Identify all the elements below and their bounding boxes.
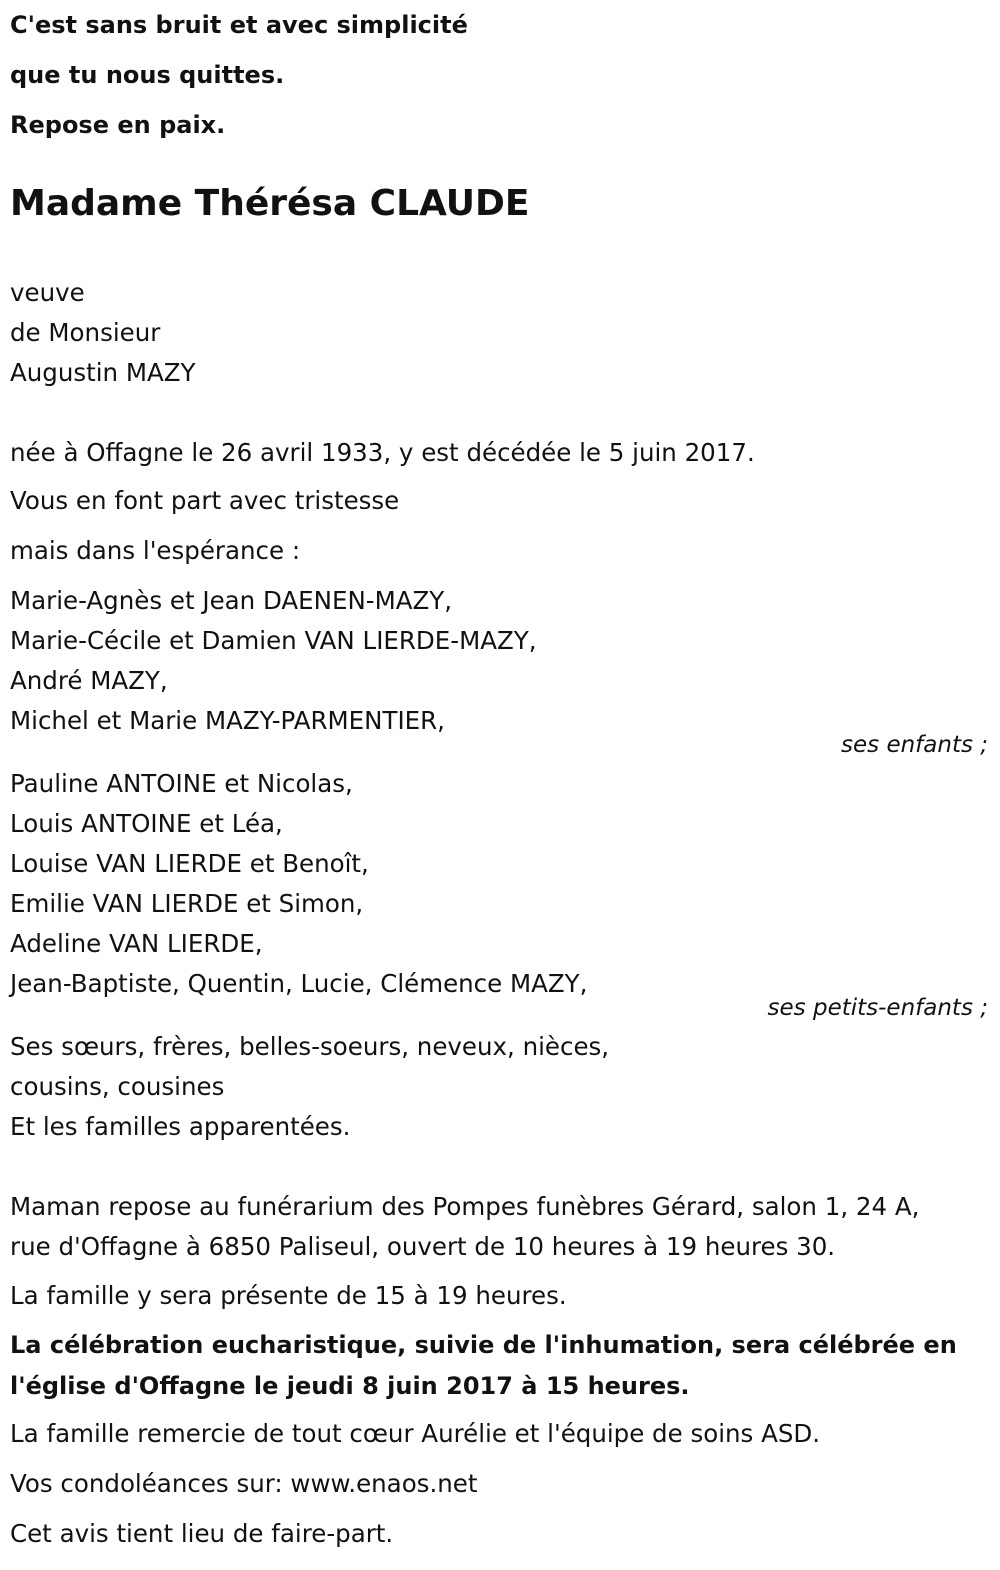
funerarium-line-2: rue d'Offagne à 6850 Paliseul, ouvert de 10 heures à 19 heures 30. (10, 1232, 836, 1261)
presence-line: La famille y sera présente de 15 à 19 heures. (10, 1281, 567, 1310)
child-entry: Michel et Marie MAZY-PARMENTIER, (10, 706, 445, 735)
announce-line-1: Vous en font part avec tristesse (10, 486, 400, 515)
children-label: ses enfants ; (841, 732, 988, 758)
grandchild-entry: Jean-Baptiste, Quentin, Lucie, Clémence MAZY, (10, 969, 588, 998)
grandchild-entry: Louise VAN LIERDE et Benoît, (10, 849, 369, 878)
funerarium-line-1: Maman repose au funérarium des Pompes funèbres Gérard, salon 1, 24 A, (10, 1192, 920, 1221)
family-line-2: cousins, cousines (10, 1072, 225, 1101)
grandchild-entry: Louis ANTOINE et Léa, (10, 809, 283, 838)
closing-line: Cet avis tient lieu de faire-part. (10, 1519, 394, 1548)
child-entry: André MAZY, (10, 666, 168, 695)
ceremony-line-2: l'église d'Offagne le jeudi 8 juin 2017 à 15 heures. (10, 1372, 690, 1400)
intro-line-1: C'est sans bruit et avec simplicité (10, 11, 468, 39)
grandchild-entry: Emilie VAN LIERDE et Simon, (10, 889, 364, 918)
child-entry: Marie-Agnès et Jean DAENEN-MAZY, (10, 586, 453, 615)
announce-line-2: mais dans l'espérance : (10, 536, 301, 565)
intro-line-3: Repose en paix. (10, 111, 226, 139)
spouse-line-1: veuve (10, 278, 85, 307)
spouse-line-2: de Monsieur (10, 318, 161, 347)
child-entry: Marie-Cécile et Damien VAN LIERDE-MAZY, (10, 626, 537, 655)
ceremony-line-1: La célébration eucharistique, suivie de l'inhumation, sera célébrée en (10, 1331, 957, 1359)
condolences-line: Vos condoléances sur: www.enaos.net (10, 1469, 478, 1498)
spouse-line-3: Augustin MAZY (10, 358, 196, 387)
family-line-1: Ses sœurs, frères, belles-soeurs, neveux, nièces, (10, 1032, 610, 1061)
thanks-line: La famille remercie de tout cœur Aurélie et l'équipe de soins ASD. (10, 1419, 821, 1448)
grandchild-entry: Pauline ANTOINE et Nicolas, (10, 769, 353, 798)
grandchildren-label: ses petits-enfants ; (767, 995, 988, 1021)
birth-death-line: née à Offagne le 26 avril 1933, y est décédée le 5 juin 2017. (10, 438, 755, 467)
family-line-3: Et les familles apparentées. (10, 1112, 351, 1141)
grandchild-entry: Adeline VAN LIERDE, (10, 929, 263, 958)
intro-line-2: que tu nous quittes. (10, 61, 285, 89)
deceased-name-title: Madame Thérésa CLAUDE (10, 183, 530, 224)
